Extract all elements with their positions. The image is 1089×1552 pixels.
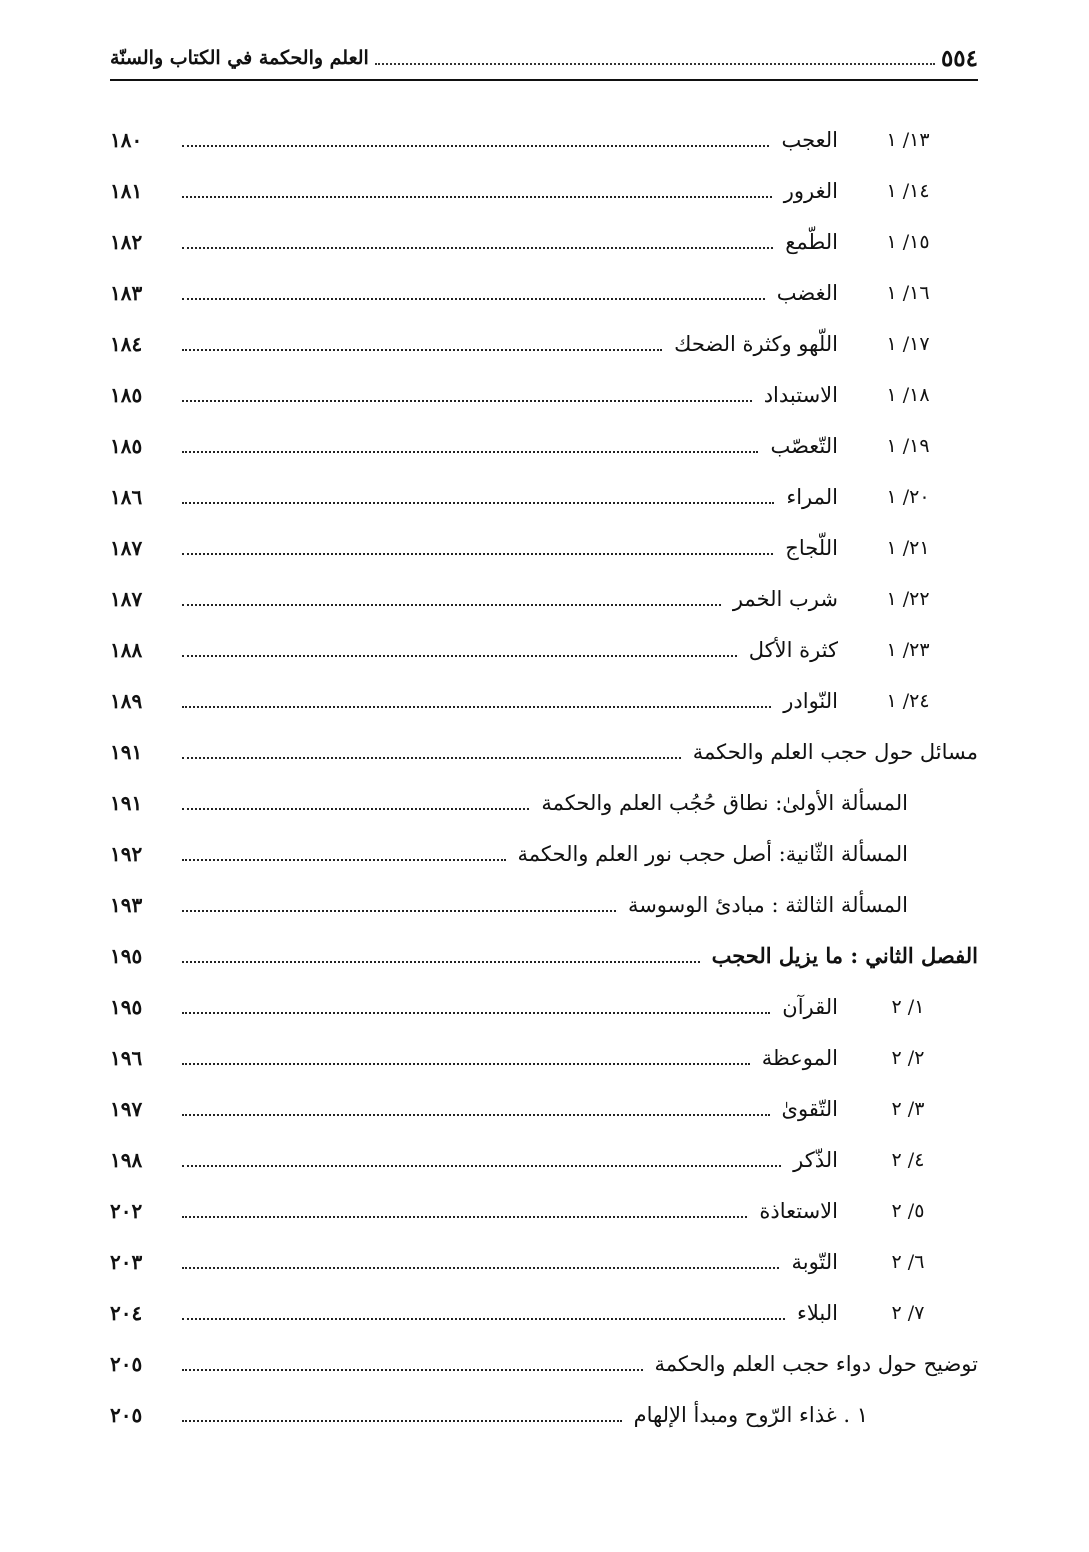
entry-page-number: ١٨٨: [110, 637, 143, 662]
toc-entry: [110, 1185, 978, 1236]
entry-page-number: ٢٠٤: [110, 1300, 143, 1325]
entry-title: توضيح حول دواء حجب العلم والحكمة: [654, 1351, 978, 1376]
toc-entry: [110, 777, 978, 828]
leader-dots: [182, 1063, 750, 1065]
entry-number: ٧/ ٢: [891, 1301, 925, 1324]
page-number: ٥٥٤: [940, 44, 978, 72]
entry-title: مسائل حول حجب العلم والحكمة: [692, 739, 978, 764]
toc-entry: [110, 216, 978, 267]
entry-number: ١/ ٢: [891, 995, 925, 1018]
entry-number: ٢١/ ١: [886, 536, 930, 559]
entry-title: العجب: [781, 127, 838, 152]
leader-dots: [182, 1114, 770, 1116]
entry-page-number: ١٩٢: [110, 841, 143, 866]
entry-number: ١٦/ ١: [886, 281, 930, 304]
toc-entry: [110, 114, 978, 165]
toc-entry: [110, 930, 978, 981]
toc-entry: [110, 1032, 978, 1083]
entry-page-number: ١٨٠: [110, 127, 143, 152]
leader-dots: [182, 553, 773, 555]
entry-title: الغرور: [783, 178, 838, 203]
leader-dots: [182, 1165, 781, 1167]
entry-number: ٣/ ٢: [891, 1097, 925, 1120]
entry-page-number: ٢٠٣: [110, 1249, 143, 1274]
leader-dots: [182, 859, 506, 861]
entry-title: المسألة الثالثة : مبادئ الوسوسة: [627, 892, 908, 917]
leader-dots: [182, 808, 529, 810]
entry-page-number: ١٨٢: [110, 229, 143, 254]
entry-page-number: ١٨٤: [110, 331, 143, 356]
entry-page-number: ١٨١: [110, 178, 143, 203]
entry-number: ٤/ ٢: [891, 1148, 925, 1171]
entry-title: الموعظة: [761, 1045, 838, 1070]
leader-dots: [182, 298, 765, 300]
leader-dots: [182, 502, 774, 504]
leader-dots: [182, 1012, 770, 1014]
entry-page-number: ١٨٥: [110, 382, 143, 407]
entry-title: البلاء: [797, 1300, 838, 1325]
toc-entry: [110, 165, 978, 216]
entry-title: التّقوىٰ: [781, 1096, 838, 1121]
entry-page-number: ١٩٥: [110, 994, 143, 1019]
entry-title: القرآن: [782, 994, 838, 1019]
leader-dots: [182, 1216, 747, 1218]
entry-page-number: ٢٠٥: [110, 1351, 143, 1376]
toc-entry: [110, 1134, 978, 1185]
toc-entry: [110, 981, 978, 1032]
entry-title: الغضب: [776, 280, 838, 305]
toc-entry: [110, 675, 978, 726]
entry-page-number: ٢٠٢: [110, 1198, 143, 1223]
entry-title: الذّكر: [793, 1147, 838, 1172]
toc-entry: [110, 522, 978, 573]
leader-dots: [182, 961, 700, 963]
toc-entry: [110, 267, 978, 318]
entry-number: ٢٠/ ١: [886, 485, 930, 508]
entry-title: المراء: [786, 484, 838, 509]
leader-dots: [182, 196, 772, 198]
entry-number: ١٤/ ١: [886, 179, 930, 202]
entry-title: كثرة الأكل: [748, 637, 838, 662]
toc-entry: [110, 471, 978, 522]
entry-title: الاستبداد: [763, 382, 838, 407]
toc-entry: [110, 369, 978, 420]
toc-entry: [110, 879, 978, 930]
entry-title: النّوادر: [783, 688, 838, 713]
entry-title: ١ . غذاء الرّوح ومبدأ الإلهام: [633, 1402, 868, 1427]
toc-entry: [110, 1083, 978, 1134]
entry-number: ٢/ ٢: [891, 1046, 925, 1069]
entry-page-number: ١٩٨: [110, 1147, 143, 1172]
entry-page-number: ١٩٦: [110, 1045, 143, 1070]
entry-page-number: ١٨٥: [110, 433, 143, 458]
entry-title: الاستعاذة: [759, 1198, 838, 1223]
entry-page-number: ١٨٧: [110, 586, 143, 611]
entry-number: ٥/ ٢: [891, 1199, 925, 1222]
entry-title: شرب الخمر: [732, 586, 838, 611]
leader-dots: [182, 145, 769, 147]
entry-title: المسألة الأولىٰ: نطاق حُجُب العلم والحكمة: [541, 790, 908, 815]
toc-entry: [110, 1338, 978, 1389]
book-title: العلم والحكمة في الكتاب والسنّة: [110, 47, 369, 69]
entry-page-number: ١٩١: [110, 790, 143, 815]
toc-entry: [110, 726, 978, 777]
leader-dots: [182, 1369, 643, 1371]
entry-title: المسألة الثّانية: أصل حجب نور العلم والحكمة: [517, 841, 908, 866]
leader-dots: [182, 1267, 779, 1269]
leader-dots: [182, 1318, 785, 1320]
toc-entry: [110, 624, 978, 675]
entry-page-number: ١٨٦: [110, 484, 143, 509]
leader-dots: [182, 757, 681, 759]
entry-number: ١٣/ ١: [886, 128, 930, 151]
entry-number: ١٨/ ١: [886, 383, 930, 406]
leader-dots: [182, 655, 737, 657]
entry-page-number: ١٨٣: [110, 280, 143, 305]
entry-page-number: ١٩٧: [110, 1096, 143, 1121]
leader-dots: [182, 910, 616, 912]
running-header: [110, 38, 978, 78]
leader-dots: [182, 1420, 622, 1422]
leader-dots: [182, 451, 758, 453]
header-leader-dots: [375, 63, 935, 65]
entry-page-number: ١٨٩: [110, 688, 143, 713]
entry-title: اللّجاج: [785, 535, 838, 560]
toc-entry: [110, 828, 978, 879]
entry-page-number: ١٩٥: [110, 943, 143, 968]
entry-number: ١٧/ ١: [886, 332, 930, 355]
entry-number: ١٥/ ١: [886, 230, 930, 253]
toc-entry: [110, 318, 978, 369]
entry-number: ٢٤/ ١: [886, 689, 930, 712]
toc-entry: [110, 573, 978, 624]
entry-title: الطّمع: [785, 229, 838, 254]
leader-dots: [182, 604, 721, 606]
leader-dots: [182, 706, 771, 708]
leader-dots: [182, 400, 752, 402]
toc-entry: [110, 1287, 978, 1338]
leader-dots: [182, 247, 773, 249]
entry-number: ١٩/ ١: [886, 434, 930, 457]
header-rule: [110, 79, 978, 81]
toc-entry: [110, 1389, 978, 1440]
entry-number: ٢٢/ ١: [886, 587, 930, 610]
entry-title: اللّهو وكثرة الضحك: [674, 331, 838, 356]
entry-page-number: ١٩٣: [110, 892, 143, 917]
entry-title: التّعصّب: [770, 433, 838, 458]
toc-entry: [110, 420, 978, 471]
entry-page-number: ١٨٧: [110, 535, 143, 560]
entry-number: ٦/ ٢: [891, 1250, 925, 1273]
leader-dots: [182, 349, 662, 351]
toc-entry: [110, 1236, 978, 1287]
entry-page-number: ٢٠٥: [110, 1402, 143, 1427]
entry-page-number: ١٩١: [110, 739, 143, 764]
entry-number: ٢٣/ ١: [886, 638, 930, 661]
entry-title: الفصل الثاني : ما يزيل الحجب: [711, 943, 978, 968]
entry-title: التّوبة: [791, 1249, 838, 1274]
